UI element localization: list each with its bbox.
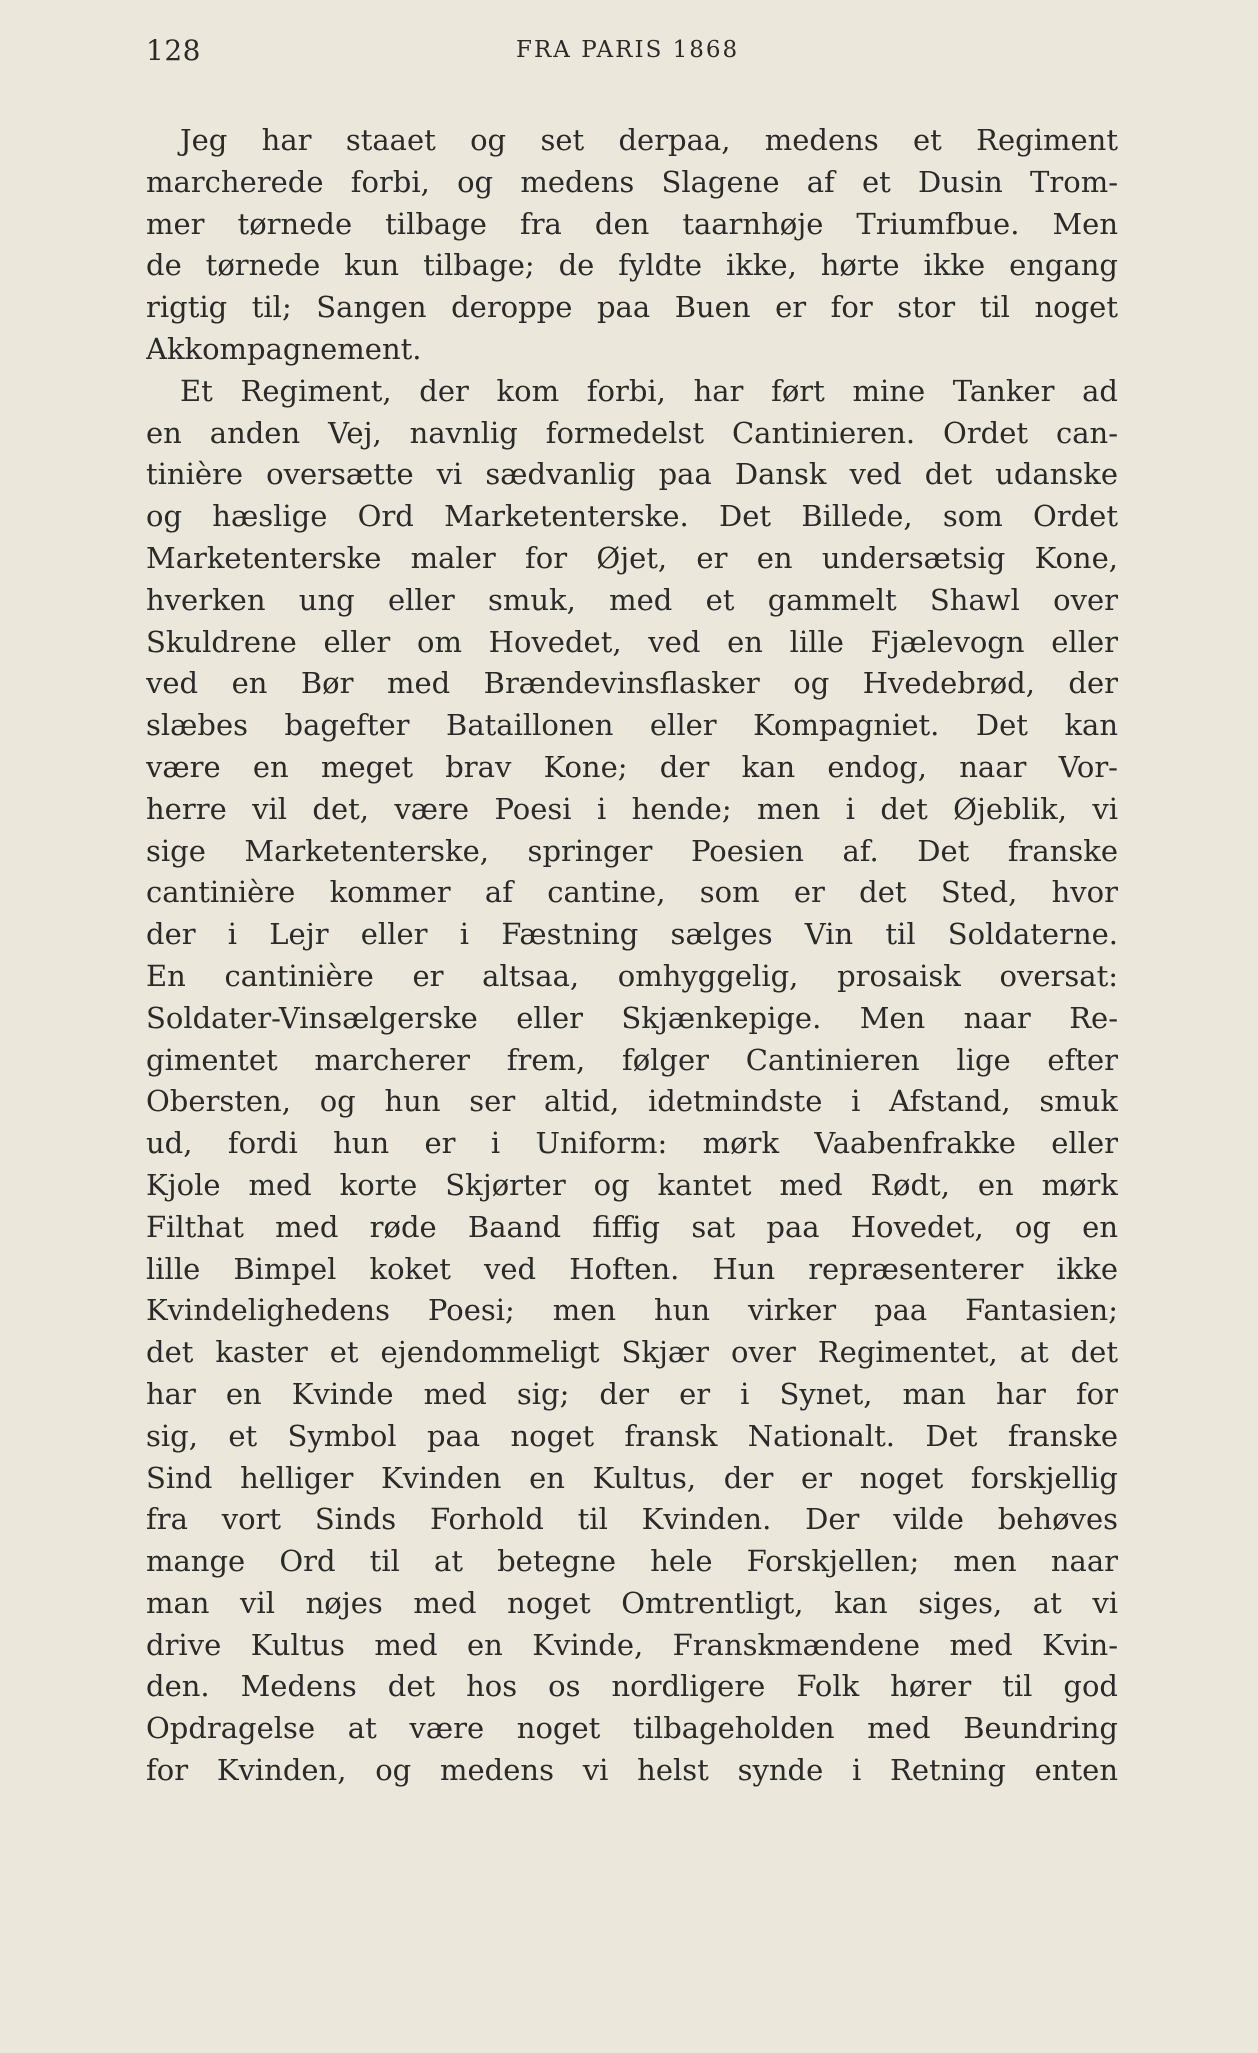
text-line: Marketenterske maler for Øjet, er en undersætsig Kone, [146,540,1118,575]
text-line: Filthat med røde Baand fiffig sat paa Hovedet, og en [146,1209,1118,1244]
text-line: gimentet marcherer frem, følger Cantinieren lige efter [146,1042,1118,1077]
text-line: mange Ord til at betegne hele Forskjellen; men naar [146,1544,1118,1579]
page-number: 128 [146,34,201,67]
text-line: Jeg har staaet og set derpaa, medens et Regiment [180,123,1118,157]
text-line: Et Regiment, der kom forbi, har ført mine Tanker ad [180,373,1118,408]
text-line: marcherede forbi, og medens Slagene af et Dusin Trom- [146,164,1118,199]
text-line: ud, fordi hun er i Uniform: mørk Vaabenfrakke eller [146,1126,1118,1161]
text-line: fra vort Sinds Forhold til Kvinden. Der vilde behøves [146,1502,1118,1537]
text-line: en anden Vej, navnlig formedelst Cantinieren. Ordet can- [146,415,1118,450]
text-line: det kaster et ejendommeligt Skjær over Regimentet, at det [146,1335,1118,1370]
text-line: drive Kultus med en Kvinde, Franskmændene med Kvin- [146,1627,1118,1662]
text-line: herre vil det, være Poesi i hende; men i det Øjeblik, vi [146,791,1118,826]
text-line: Akkompagnement. [146,331,422,366]
text-line: Opdragelse at være noget tilbageholden med Beundring [146,1711,1118,1746]
body-text [146,120,1118,1792]
text-line: rigtig til; Sangen deroppe paa Buen er for stor til noget [146,290,1118,325]
text-line: Obersten, og hun ser altid, idetmindste i Afstand, smuk [146,1084,1118,1119]
running-head [146,30,1116,70]
text-line: cantinière kommer af cantine, som er det Sted, hvor [146,875,1118,910]
text-line: og hæslige Ord Marketenterske. Det Billede, som Ordet [146,499,1118,534]
text-line: hverken ung eller smuk, med et gammelt Shawl over [146,582,1118,617]
running-title: FRA PARIS 1868 [516,37,740,63]
text-line: En cantinière er altsaa, omhyggelig, prosaisk oversat: [146,958,1118,993]
text-line: for Kvinden, og medens vi helst synde i Retning enten [146,1753,1118,1788]
text-line: Soldater-Vinsælgerske eller Skjænkepige. Men naar Re- [146,1000,1118,1035]
text-line: mer tørnede tilbage fra den taarnhøje Triumfbue. Men [146,206,1118,241]
text-line: tinière oversætte vi sædvanlig paa Dansk ved det udanske [146,457,1118,492]
text-line: lille Bimpel koket ved Hoften. Hun repræsenterer ikke [146,1251,1118,1286]
text-line: Sind helliger Kvinden en Kultus, der er noget forskjellig [146,1460,1118,1495]
text-line: slæbes bagefter Bataillonen eller Kompagniet. Det kan [146,708,1118,743]
text-line: ved en Bør med Brændevinsflasker og Hvedebrød, der [146,666,1118,701]
text-line: de tørnede kun tilbage; de fyldte ikke, hørte ikke engang [146,248,1118,283]
text-line: Kvindelighedens Poesi; men hun virker paa Fantasien; [146,1293,1118,1328]
text-line: Kjole med korte Skjørter og kantet med Rødt, en mørk [146,1167,1118,1202]
text-line: man vil nøjes med noget Omtrentligt, kan siges, at vi [146,1585,1118,1620]
text-line: Skuldrene eller om Hovedet, ved en lille Fjælevogn eller [146,624,1118,659]
text-line: der i Lejr eller i Fæstning sælges Vin til Soldaterne. [146,917,1118,952]
text-line: den. Medens det hos os nordligere Folk hører til god [146,1669,1118,1704]
text-line: har en Kvinde med sig; der er i Synet, man har for [146,1376,1118,1411]
text-line: være en meget brav Kone; der kan endog, naar Vor- [146,749,1118,784]
text-line: sige Marketenterske, springer Poesien af. Det franske [146,833,1118,868]
text-line: sig, et Symbol paa noget fransk Nationalt. Det franske [146,1418,1118,1453]
